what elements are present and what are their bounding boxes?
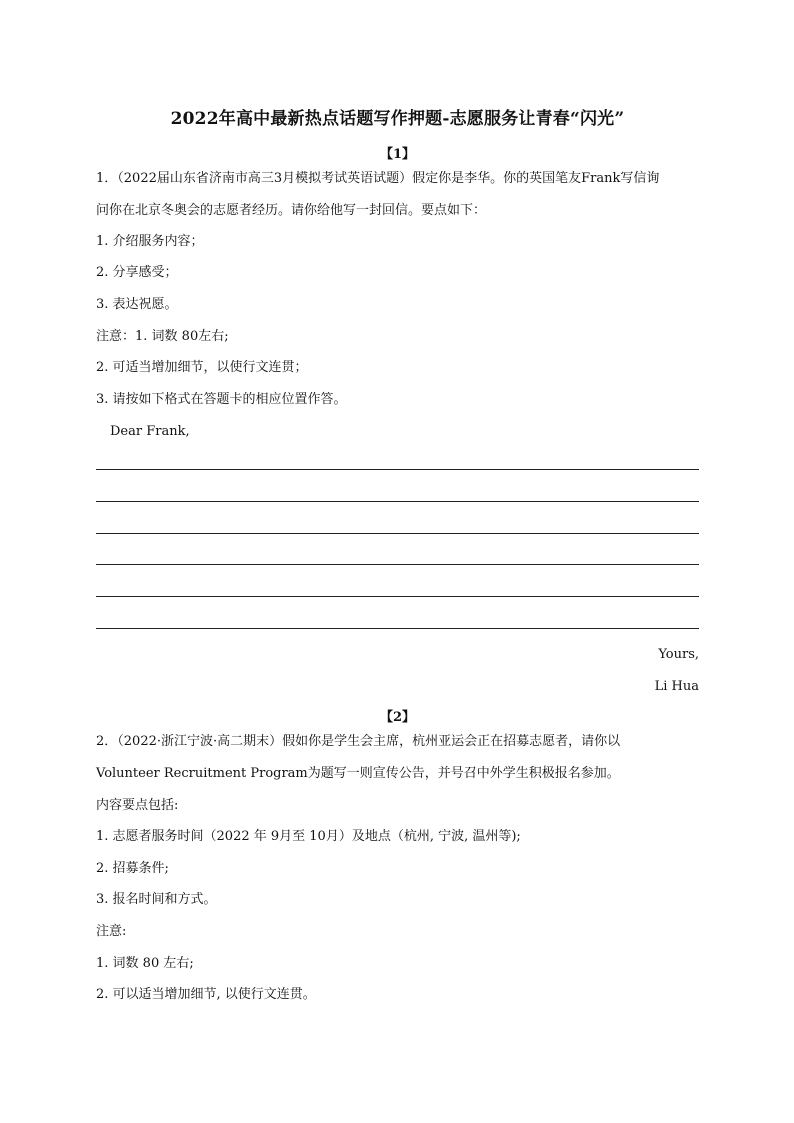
section-2-line-6: 3. 报名时间和方式。: [96, 892, 217, 907]
answer-line-4: [96, 564, 699, 565]
letter-signature: Li Hua: [654, 679, 699, 694]
answer-line-3: [96, 533, 699, 534]
section-1-heading: 【1】: [379, 147, 416, 162]
section-1-line-8: 3. 请按如下格式在答题卡的相应位置作答。: [96, 392, 347, 407]
section-1-line-7: 2. 可适当增加细节，以使行文连贯；: [96, 360, 308, 375]
letter-closing: Yours,: [658, 647, 699, 662]
letter-salutation: Dear Frank,: [110, 424, 190, 439]
section-1-line-3: 1. 介绍服务内容；: [96, 234, 204, 249]
section-1-line-1: 1．（2022届山东省济南市高三3月模拟考试英语试题）假定你是李华。你的英国笔友Frank写信询: [96, 171, 660, 186]
document-title: 2022年高中最新热点话题写作押题-志愿服务让青春“闪光”: [170, 109, 625, 129]
section-2-heading: 【2】: [379, 710, 416, 725]
section-2-line-5: 2. 招募条件;: [96, 861, 169, 876]
section-2-line-4: 1. 志愿者服务时间（2022 年 9月至 10月）及地点（杭州, 宁波, 温州等);: [96, 829, 521, 844]
section-2-line-9: 2. 可以适当增加细节, 以使行文连贯。: [96, 987, 316, 1002]
answer-line-2: [96, 501, 699, 502]
section-2-line-7: 注意:: [96, 924, 127, 939]
section-1-line-2: 问你在北京冬奥会的志愿者经历。请你给他写一封回信。要点如下：: [96, 203, 487, 218]
answer-line-5: [96, 596, 699, 597]
section-2-line-1: 2．（2022·浙江宁波·高二期末）假如你是学生会主席，杭州亚运会正在招募志愿者，请你以: [96, 734, 621, 749]
section-2-line-2: Volunteer Recruitment Program为题写一则宣传公告，并号召中外学生积极报名参加。: [96, 766, 620, 781]
answer-line-1: [96, 469, 699, 470]
section-2-line-8: 1. 词数 80 左右;: [96, 956, 194, 971]
document-page: [96, 0, 699, 1123]
section-1-line-6: 注意：1. 词数 80左右;: [96, 329, 229, 344]
section-2-line-3: 内容要点包括:: [96, 798, 179, 813]
section-1-line-5: 3. 表达祝愿。: [96, 297, 178, 312]
answer-line-6: [96, 628, 699, 629]
section-1-line-4: 2. 分享感受；: [96, 265, 178, 280]
